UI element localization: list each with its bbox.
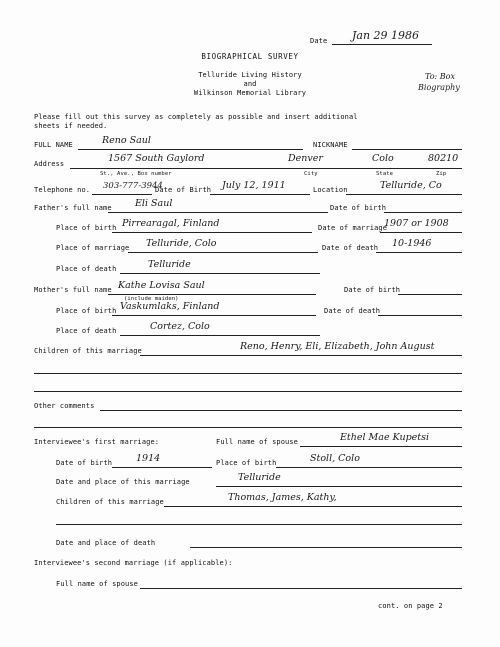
dob-value: July 12, 1911	[222, 180, 286, 191]
father-birthplace-label: Place of birth	[56, 224, 117, 232]
marriage-place-value: Telluride, Colo	[146, 238, 217, 249]
first-spouse-value: Ethel Mae Kupetsi	[340, 432, 430, 443]
other-comments-line	[100, 410, 462, 411]
first-spouse-line	[300, 446, 462, 447]
maiden-note: (include maiden)	[124, 296, 179, 302]
mother-name-value: Kathe Lovisa Saul	[118, 280, 205, 291]
second-marriage-label: Interviewee's second marriage (if applicable):	[34, 559, 233, 567]
continued-note: cont. on page 2	[378, 602, 443, 610]
survey-title: BIOGRAPHICAL SURVEY	[201, 52, 299, 61]
children-line-2	[34, 373, 462, 374]
location-value: Telluride, Co	[380, 180, 442, 191]
address-line	[70, 168, 462, 169]
father-death-place-label: Place of death	[56, 265, 117, 273]
first-children-value: Thomas, James, Kathy,	[228, 492, 337, 503]
address-street: 1567 South Gaylord	[108, 153, 205, 164]
marriage-place-line	[128, 252, 318, 253]
father-death-place-line	[120, 273, 320, 274]
mother-name-label: Mother's full name	[34, 286, 112, 294]
org-line-1: Telluride Living History	[198, 71, 302, 79]
nickname-line	[352, 149, 462, 150]
address-label: Address	[34, 160, 65, 168]
instructions-line-1: Please fill out this survey as completely as possible and insert additional	[34, 113, 358, 121]
telephone-line	[92, 194, 152, 195]
location-label: Location	[313, 186, 348, 194]
corner-note-2: Biography	[418, 83, 460, 92]
address-sublabel-street: St., Ave., Box number	[100, 171, 172, 177]
mother-death-place-label: Place of death	[56, 327, 117, 335]
spouse-dob-label: Date of birth	[56, 459, 113, 467]
date-line	[332, 44, 432, 45]
mother-death-date-line	[378, 315, 462, 316]
father-death-date-line	[376, 252, 462, 253]
spouse-birthplace-label: Place of birth	[216, 459, 277, 467]
other-comments-line-2	[34, 427, 462, 428]
father-death-date-label: Date of death	[322, 244, 379, 252]
mother-dob-line	[398, 294, 462, 295]
father-dob-label: Date of birth	[330, 204, 387, 212]
father-name-label: Father's full name	[34, 204, 112, 212]
children-line	[140, 355, 462, 356]
location-line	[346, 194, 462, 195]
first-children-line-2	[56, 524, 462, 525]
telephone-value: 303-777-3944	[103, 181, 163, 191]
mother-death-date-label: Date of death	[324, 307, 381, 315]
full-name-value: Reno Saul	[102, 135, 151, 146]
instructions-line-2: sheets if needed.	[34, 122, 108, 130]
father-dob-line	[384, 212, 462, 213]
children-label: Children of this marriage	[34, 347, 142, 355]
telephone-label: Telephone no.	[34, 186, 91, 194]
first-children-line	[164, 506, 462, 507]
mother-birthplace-label: Place of birth	[56, 307, 117, 315]
full-name-label: FULL NAME	[34, 141, 73, 149]
marriage-date-value: 1907 or 1908	[384, 218, 449, 229]
org-line-2: Wilkinson Memorial Library	[193, 89, 307, 97]
corner-note-1: To: Box	[425, 72, 455, 81]
marriage-place-label: Place of marriage	[56, 244, 130, 252]
dob-line	[210, 194, 310, 195]
mother-name-line	[108, 294, 316, 295]
father-name-line	[108, 212, 328, 213]
marriage-date-place-value: Telluride	[238, 472, 281, 483]
address-zip: 80210	[428, 153, 459, 164]
father-name-value: Eli Saul	[135, 198, 173, 209]
date-place-death-label: Date and place of death	[56, 539, 156, 547]
date-label: Date	[310, 37, 328, 45]
father-birthplace-line	[112, 232, 312, 233]
nickname-label: NICKNAME	[313, 141, 348, 149]
spouse-birthplace-line	[276, 467, 462, 468]
spouse-birthplace-value: Stoll, Colo	[310, 453, 360, 464]
second-spouse-label: Full name of spouse	[56, 580, 138, 588]
mother-dob-label: Date of birth	[344, 286, 401, 294]
marriage-date-place-label: Date and place of this marriage	[56, 478, 190, 486]
date-value: Jan 29 1986	[352, 29, 420, 42]
org-and: and	[243, 80, 257, 88]
father-death-date-value: 10-1946	[392, 238, 432, 249]
first-spouse-label: Full name of spouse	[216, 438, 298, 446]
other-comments-label: Other comments	[34, 402, 95, 410]
address-state: Colo	[372, 153, 394, 164]
marriage-date-line	[380, 232, 462, 233]
second-spouse-line	[140, 588, 462, 589]
spouse-dob-value: 1914	[136, 453, 161, 464]
full-name-line	[78, 149, 303, 150]
address-city: Denver	[288, 153, 323, 164]
dob-label: Date of Birth	[155, 186, 212, 194]
mother-birthplace-line	[112, 315, 316, 316]
address-sublabel-state: State	[376, 171, 394, 177]
marriage-date-place-line	[216, 486, 462, 487]
address-sublabel-zip: Zip	[436, 171, 447, 177]
marriage-date-label: Date of marriage	[318, 224, 388, 232]
children-value: Reno, Henry, Eli, Elizabeth, John August	[240, 341, 435, 352]
spouse-dob-line	[112, 467, 212, 468]
first-children-label: Children of this marriage	[56, 498, 164, 506]
date-place-death-line	[190, 547, 462, 548]
mother-death-place-value: Cortez, Colo	[150, 321, 210, 332]
address-sublabel-city: City	[304, 171, 318, 177]
children-line-3	[34, 391, 462, 392]
mother-death-place-line	[120, 335, 320, 336]
first-marriage-label: Interviewee's first marriage:	[34, 438, 160, 446]
father-death-place-value: Telluride	[148, 259, 191, 270]
mother-birthplace-value: Vaskumlaks, Finland	[120, 301, 220, 312]
father-birthplace-value: Pirrearagal, Finland	[122, 218, 220, 229]
